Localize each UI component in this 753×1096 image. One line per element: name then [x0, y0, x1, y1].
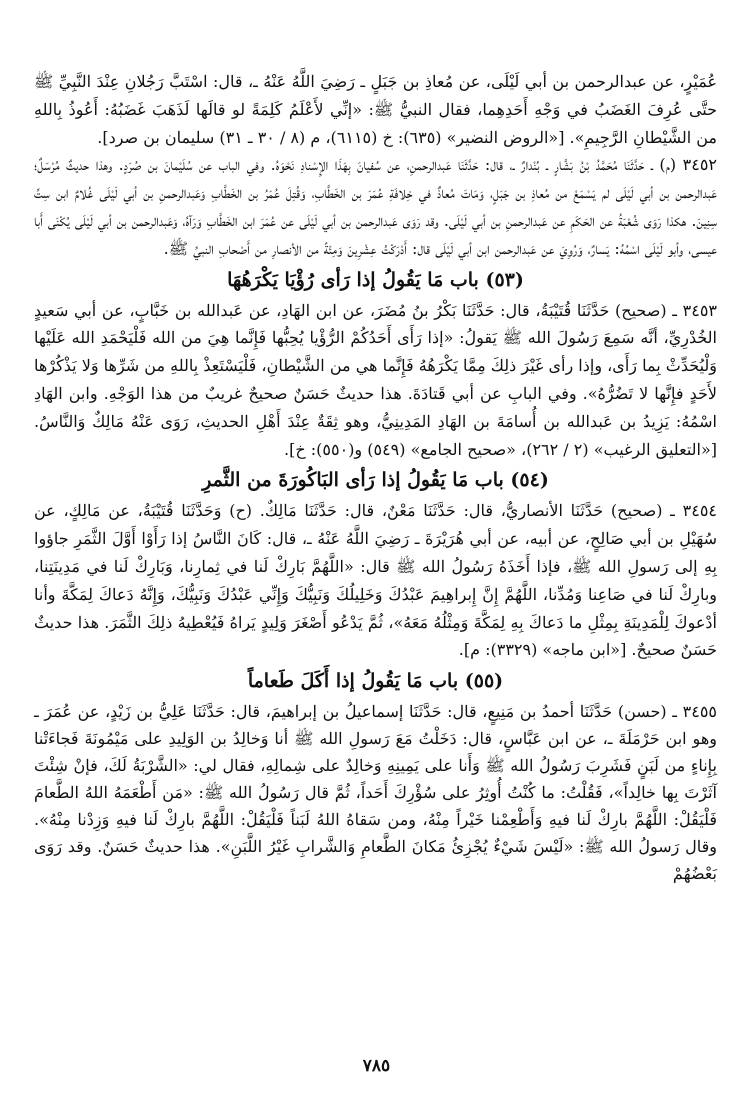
hadith-3452: ٣٤٥٢ (م) ـ حَدَّثَنَا مُحَمَّدُ بْنُ بَشَّارٍ ـ بُنْدارٌ ـ، قال: حَدَّثَنَا عَبدالرحمنِ، عن سُفيانَ بِهَذَا الإِسْنادِ نَحْوَهُ. وفي الباب عن سُلَيْمانَ بن صُرَدٍ. وهذا حديثٌ مُرْسَلٌ؛ عَبدالرحمن بن أبي لَيْلَى لم يَسْمَعْ من مُعاذِ بن جَبَلٍ، وَمَاتَ مُعاذٌ في خِلافَةِ عُمَرَ بن الخَطَّابِ، وَقُتِلَ عُمَرُ بن الخَطَّابِ وَعَبدالرحمنِ بن أبي لَيْلَى غُلامٌ ابن سِتِّ سِنِينَ. هكذا رَوَى شُعْبَةُ عن الحَكَمِ عن عَبدالرحمنِ بن أبي لَيْلَى. وقد رَوَى عَبدالرحمن بن أبي لَيْلَى عن عُمَرَ ابن الخَطَّابِ وَرَآهُ، وَعَبدالرحمن بن أبي لَيْلَى يُكْنَى أَبا عيسى، وأبو لَيْلَى اسْمُهُ: يَسارٌ، وَرُوِيَ عن عَبدالرحمن ابن أبي لَيْلَى قال: أَدْرَكْتُ عِشْرِينَ وَمِئَةً من الأنصارِ من أَصْحابِ النبيِّ ﷺ. — [34, 155, 718, 258]
chapter-heading-53: (٥٣) باب مَا يَقُولُ إذا رَأى رُؤْيَا يَكْرَهُهَا — [227, 268, 524, 291]
page-number: ٧٨٥ — [362, 1056, 391, 1076]
hadith-3453: ٣٤٥٣ ـ (صحيح) حَدَّثَنَا قُتَيْبَةُ، قال: حَدَّثَنَا بَكْرُ بنُ مُضَرَ، عن ابن الهَادِ، عن عَبدالله بن خَبَّابٍ، عن أبي سَعيدٍ الخُدْرِيِّ، أنَّه سَمِعَ رَسُولَ الله ﷺ يَقولُ: «إذا رَأَى أَحَدُكُمْ الرُّؤْيا يُحِبُّها فَإِنَّما هِيَ من الله فَلْيَحْمَدِ الله عَلَيْها وَلْيُحَدِّثْ بِما رَأَى، وإذا رأى غَيْرَ ذلِكَ مِمَّا يَكْرَهُهُ فَإِنَّما هي من الشَّيْطانِ، فَلْيَسْتَعِذْ بِاللهِ من شَرِّها وَلا يَذْكُرْها لأَحَدٍ فإِنَّها لا تَضُرُّهُ». وفي البابِ عن أبي قَتادَةَ. هذا حديثٌ حَسَنٌ صحيحٌ غريبٌ من هذا الوَجْهِ. وابن الهَادِ اسْمُهُ: يَزِيدُ بن عَبدالله بن أُسامَةَ بن الهَادِ المَدِينِيُّ، وهو ثِقَةٌ عِنْدَ أَهْلِ الحديثِ، رَوَى عَنْهُ مَالِكٌ وَالنَّاسُ. [«التعليق الرغيب» (٢ / ٢٦٢)، «صحيح الجامع» (٥٤٩) و(٥٥٠): خ]. — [34, 300, 717, 459]
chapter-heading-54: (٥٤) باب مَا يَقُولُ إذا رَأى البَاكُورَةَ من الثَّمرِ — [202, 469, 549, 492]
hadith-3455: ٣٤٥٥ ـ (حسن) حَدَّثَنَا أحمدُ بن مَنِيعٍ، قال: حَدَّثَنَا إسماعيلُ بن إبراهيمَ، قال: حَدَّثَنَا عَلِيُّ بن زَيْدٍ، عن عُمَرَ ـ وهو ابن حَرْمَلَةَ ـ، عن ابن عَبَّاسٍ، قال: دَخَلْتُ مَعَ رَسولِ الله ﷺ أنا وَخالِدُ بن الوَلِيدِ على مَيْمُونَةَ فَجاءَتْنا بِإِناءٍ من لَبَنٍ فَشَرِبَ رَسُولُ الله ﷺ وَأَنا على يَمِينِهِ وَخالِدٌ على شِمالِهِ، فقال لي: «الشَّرْبَةُ لَكَ، فإنْ شِئْتَ آثَرْتَ بِها خالِداً»، فَقُلْتُ: ما كُنْتُ أُوثِرُ على سُؤْرِكَ أَحَداً، ثُمَّ قال رَسُولُ الله ﷺ: «مَن أَطْعَمَهُ اللهُ الطَّعامَ فَلْيَقُلْ: اللَّهُمَّ بارِكْ لَنا فيهِ وَأَطْعِمْنا خَيْراً مِنْهُ، ومن سَقاهُ اللهُ لَبَناً فَلْيَقُلْ: اللَّهُمَّ بارِكْ لَنا فيهِ وَزِدْنا مِنْهُ». وقال رَسولُ الله ﷺ: «لَيْسَ شَيْءٌ يُجْزِئُ مَكانَ الطَّعامِ وَالشَّرابِ غَيْرُ اللَّبَنِ». هذا حديثٌ حَسَنٌ. وقد رَوَى بَعْضُهُمْ — [34, 702, 717, 884]
hadith-3451-tail: عُمَيْرٍ، عن عبدالرحمن بن أبي لَيْلَى، عن مُعاذِ بن جَبَلٍ ـ رَضِيَ اللَّهُ عَنْهُ ـ، قال: اسْتَبَّ رَجُلانِ عِنْدَ النَّبِيِّ ﷺ حتَّى عُرِفَ الغَضَبُ في وَجْهِ أَحَدِهِما، فقال النبيُّ ﷺ: «إنِّي لأَعْلَمُ كَلِمَةً لو قالَها لَذَهَبَ غَضَبُهُ: أَعُوذُ بِاللهِ من الشَّيْطانِ الرَّجِيمِ». [«الروض النضير» (٦٣٥): خ (٦١١٥)، م (٨ / ٣٠ ـ ٣١) سليمان بن صرد]. — [34, 72, 718, 147]
chapter-heading-55: (٥٥) باب مَا يَقُولُ إذا أَكَلَ طَعاماً — [247, 670, 504, 693]
hadith-3454: ٣٤٥٤ ـ (صحيح) حَدَّثَنَا الأنصاريُّ، قال: حَدَّثَنَا مَعْنٌ، قال: حَدَّثَنَا مَالِكٌ. (ح) وَحَدَّثَنَا قُتَيْبَةُ، عن مَالِكٍ، عن سُهَيْلِ بن أبي صَالِحٍ، عن أبيه، عن أبي هُرَيْرَةَ ـ رَضِيَ اللَّهُ عَنْهُ ـ، قال: كَانَ النَّاسُ إذا رَأَوْا أَوَّلَ الثَّمَرِ جاؤوا بِهِ إلى رَسولِ الله ﷺ، فإذا أَخَذَهُ رَسُولُ الله ﷺ قال: «اللَّهُمَّ بَارِكْ لَنا في ثِمارِنا، وَبَارِكْ لَنا في مَدِينَتِنا، وبارِكْ لَنا في صَاعِنا وَمُدِّنا، اللَّهُمَّ إِنَّ إِبراهِيمَ عَبْدُكَ وَخَلِيلُكَ وَنَبِيُّكَ وَإِنِّي عَبْدُكَ وَنَبِيُّكَ، وَإِنَّهُ دَعاكَ لِمَكَّةَ وأنا أدْعوكَ لِلْمَدِينَةِ بِمِثْلِ ما دَعاكَ بِهِ لِمَكَّةَ وَمِثْلُهُ مَعَهُ»، ثُمَّ يَدْعُو أَصْغَرَ وَلِيدٍ يَراهُ فَيُعْطِيهُ ذلِكَ الثَّمَرَ. هذا حديثٌ حَسَنٌ صحيحٌ. [«ابن ماجه» (٣٣٢٩): م]. — [34, 501, 718, 660]
